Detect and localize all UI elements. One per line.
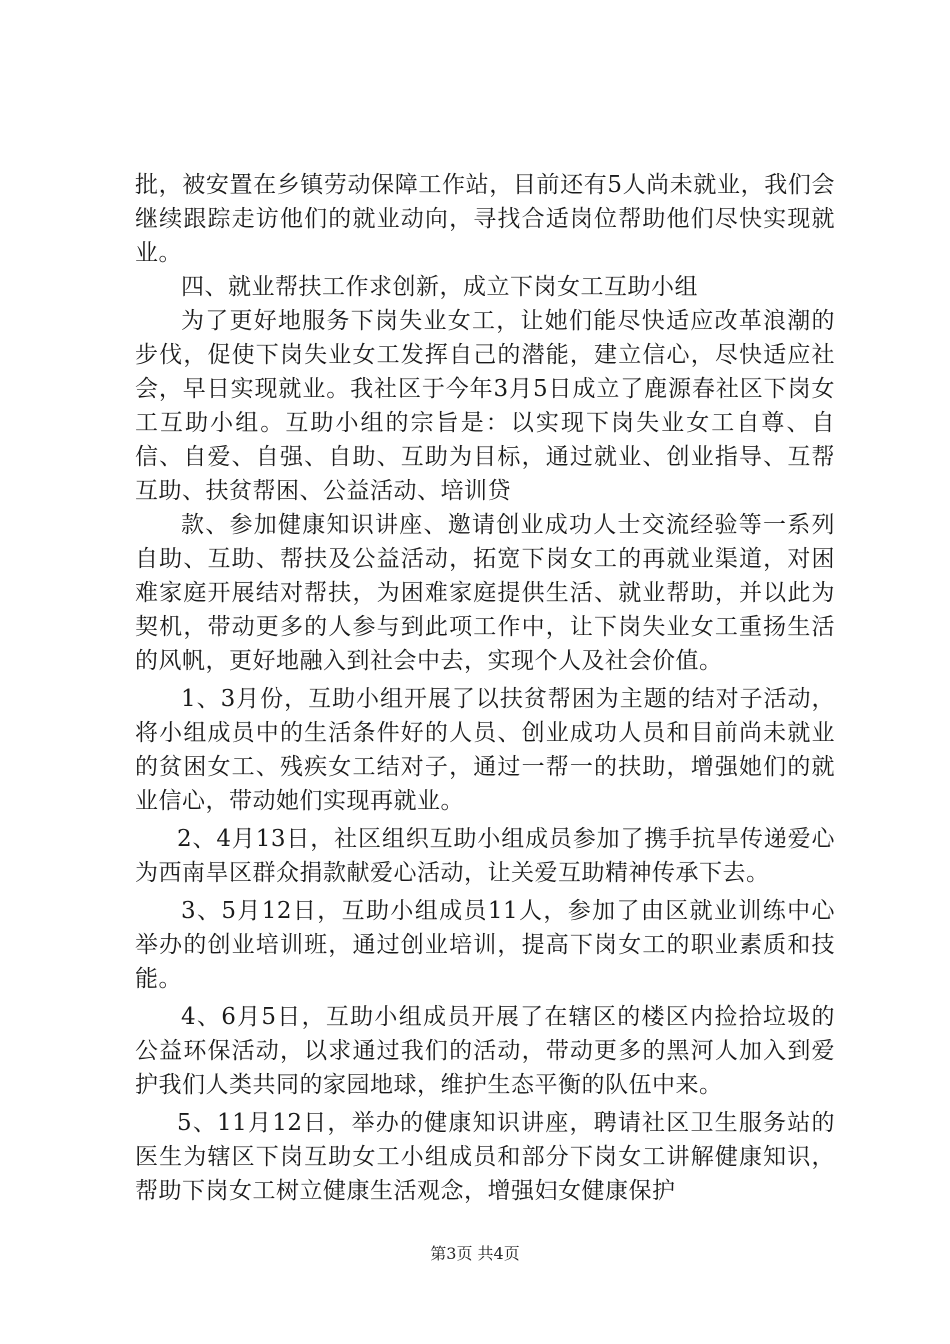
list-item-3: 3、5月12日，互助小组成员11人，参加了由区就业训练中心举办的创业培训班，通过创业培训，提高下岗女工的职业素质和技能。 bbox=[135, 898, 835, 992]
list-item-1: 1、3月份，互助小组开展了以扶贫帮困为主题的结对子活动，将小组成员中的生活条件好的人员、创业成功人员和目前尚未就业的贫困女工、残疾女工结对子，通过一帮一的扶助，增强她们的就业信心，带动她们实现再就业。 bbox=[135, 686, 835, 814]
section-heading: 四、就业帮扶工作求创新，成立下岗女工互助小组 bbox=[181, 274, 698, 300]
page-number-footer: 第3页 共4页 bbox=[430, 1244, 520, 1263]
list-item-4: 4、6月5日，互助小组成员开展了在辖区的楼区内捡拾垃圾的公益环保活动，以求通过我们的活动，带动更多的黑河人加入到爱护我们人类共同的家园地球，维护生态平衡的队伍中来。 bbox=[135, 1004, 835, 1098]
paragraph-activities: 款、参加健康知识讲座、邀请创业成功人士交流经验等一系列自助、互助、帮扶及公益活动，拓宽下岗女工的再就业渠道，对困难家庭开展结对帮扶，为困难家庭提供生活、就业帮助，并以此为契机，带动更多的人参与到此项工作中，让下岗失业女工重扬生活的风帆，更好地融入到社会中去，实现个人及社会价值。 bbox=[135, 512, 835, 674]
list-item-2: 2、4月13日，社区组织互助小组成员参加了携手抗旱传递爱心为西南旱区群众捐款献爱心活动，让关爱互助精神传承下去。 bbox=[135, 826, 835, 886]
paragraph-continuation: 批，被安置在乡镇劳动保障工作站，目前还有5人尚未就业，我们会继续跟踪走访他们的就业动向，寻找合适岗位帮助他们尽快实现就业。 bbox=[135, 172, 835, 266]
paragraph-intro: 为了更好地服务下岗失业女工，让她们能尽快适应改革浪潮的步伐，促使下岗失业女工发挥自己的潜能，建立信心，尽快适应社会，早日实现就业。我社区于今年3月5日成立了鹿源春社区下岗女工互助小组。互助小组的宗旨是：以实现下岗失业女工自尊、自信、自爱、自强、自助、互助为目标，通过就业、创业指导、互帮互助、扶贫帮困、公益活动、培训贷 bbox=[135, 308, 835, 504]
list-item-5: 5、11月12日，举办的健康知识讲座，聘请社区卫生服务站的医生为辖区下岗互助女工小组成员和部分下岗女工讲解健康知识，帮助下岗女工树立健康生活观念，增强妇女健康保护 bbox=[135, 1110, 835, 1204]
document-body bbox=[135, 168, 835, 1208]
